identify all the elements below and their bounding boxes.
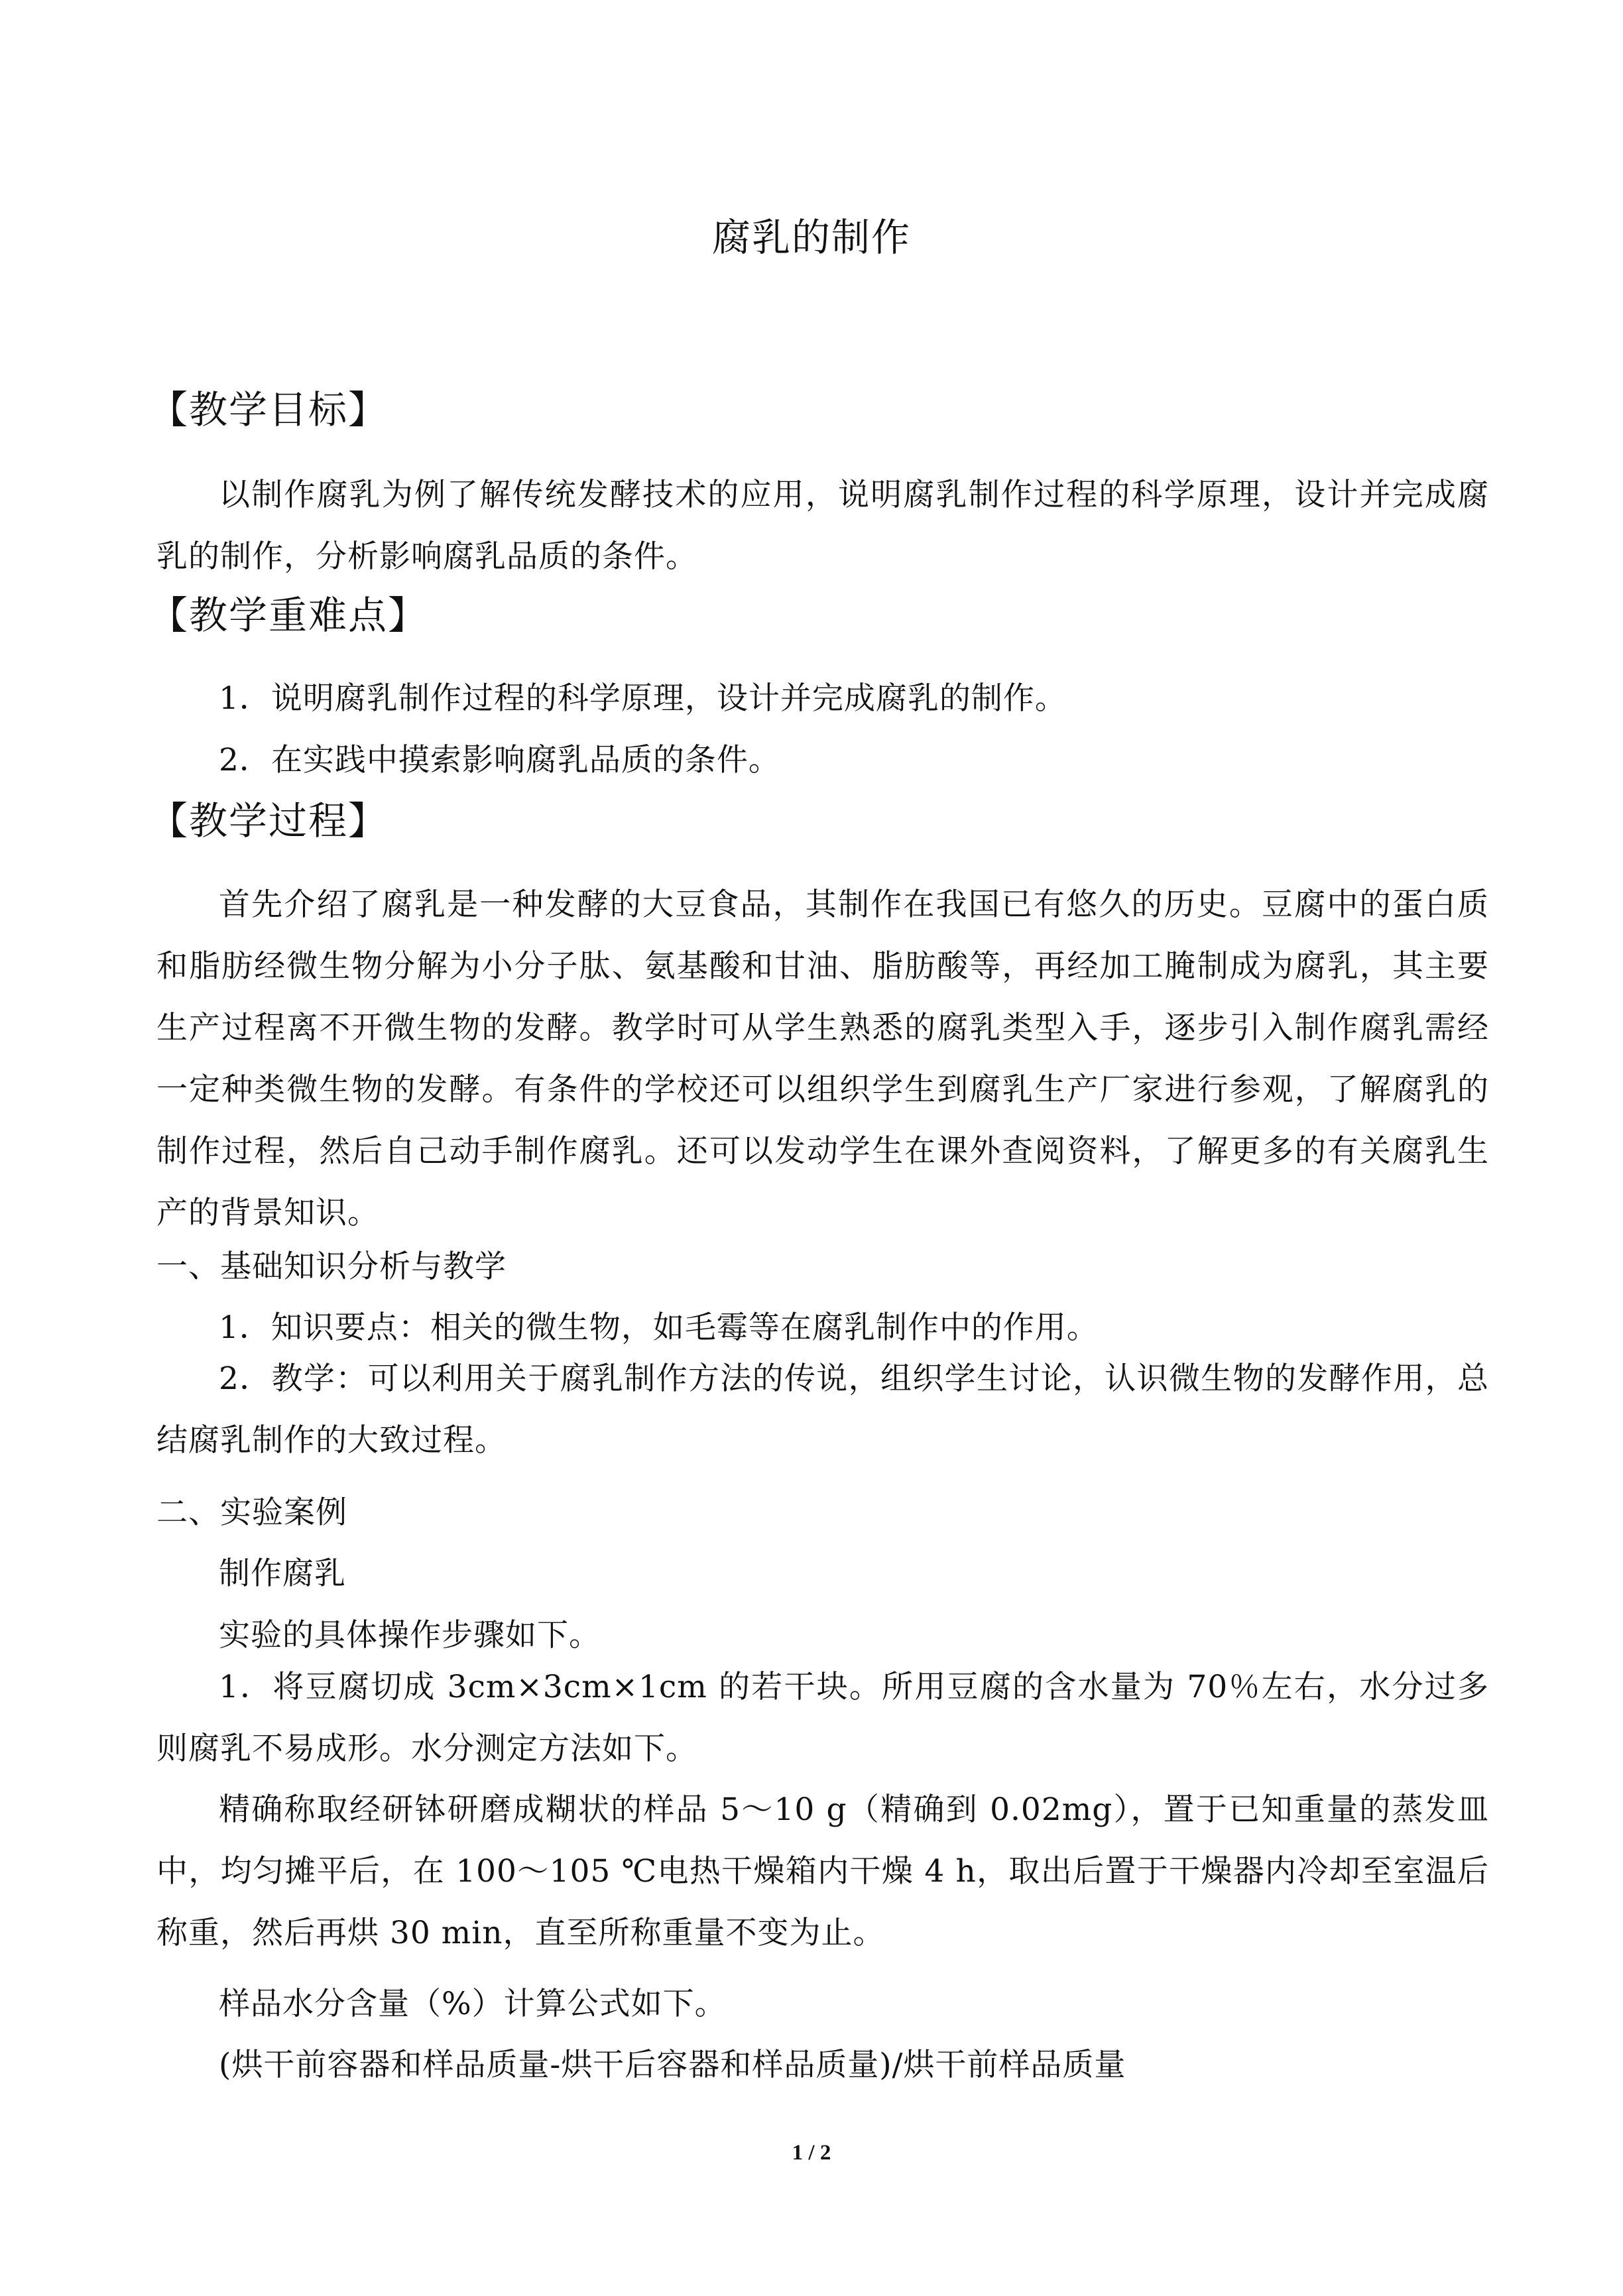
process-paragraph: 首先介绍了腐乳是一种发酵的大豆食品，其制作在我国已有悠久的历史。豆腐中的蛋白质和脂肪经微生物分解为小分子肽、氨基酸和甘油、脂肪酸等，再经加工腌制成为腐乳，其主要生产过程离不开微生物的发酵。教学时可从学生熟悉的腐乳类型入手，逐步引入制作腐乳需经一定种类微生物的发酵。有条件的学校还可以组织学生到腐乳生产厂家进行参观，了解腐乳的制作过程，然后自己动手制作腐乳。还可以发动学生在课外查阅资料，了解更多的有关腐乳生产的背景知识。 xyxy=(156,886,1489,1231)
section-heading-goals: 【教学目标】 xyxy=(149,387,389,432)
subsection-heading-experiment: 二、实验案例 xyxy=(156,1494,347,1531)
section-heading-key-points: 【教学重难点】 xyxy=(149,593,428,638)
experiment-title: 制作腐乳 xyxy=(219,1555,346,1592)
basics-item: 2．教学：可以利用关于腐乳制作方法的传说，组织学生讨论，认识微生物的发酵作用，总结腐乳制作的大致过程。 xyxy=(156,1360,1489,1459)
subsection-heading-basics: 一、基础知识分析与教学 xyxy=(156,1248,507,1285)
goals-paragraph: 以制作腐乳为例了解传统发酵技术的应用，说明腐乳制作过程的科学原理，设计并完成腐乳的制作，分析影响腐乳品质的条件。 xyxy=(156,477,1489,575)
basics-item: 1．知识要点：相关的微生物，如毛霉等在腐乳制作中的作用。 xyxy=(219,1309,1099,1346)
page-title: 腐乳的制作 xyxy=(711,215,911,260)
formula-intro: 样品水分含量（%）计算公式如下。 xyxy=(219,1986,727,2022)
experiment-intro: 实验的具体操作步骤如下。 xyxy=(219,1617,601,1654)
page-number: 1 / 2 xyxy=(792,2141,831,2165)
key-point-item: 1．说明腐乳制作过程的科学原理，设计并完成腐乳的制作。 xyxy=(219,680,1067,717)
experiment-step: 1．将豆腐切成 3cm×3cm×1cm 的若干块。所用豆腐的含水量为 70％左右，水分过多则腐乳不易成形。水分测定方法如下。 xyxy=(156,1669,1489,1767)
key-point-item: 2．在实践中摸索影响腐乳品质的条件。 xyxy=(219,742,780,778)
section-heading-process: 【教学过程】 xyxy=(149,798,389,843)
formula: (烘干前容器和样品质量-烘干后容器和样品质量)/烘干前样品质量 xyxy=(219,2047,1126,2083)
moisture-method-paragraph: 精确称取经研钵研磨成糊状的样品 5～10 g（精确到 0.02mg），置于已知重量的蒸发皿中，均匀摊平后，在 100～105 ℃电热干燥箱内干燥 4 h，取出后置于干燥器内冷却至室温后称重，然后再烘 30 min，直至所称重量不变为止。 xyxy=(156,1791,1489,1951)
